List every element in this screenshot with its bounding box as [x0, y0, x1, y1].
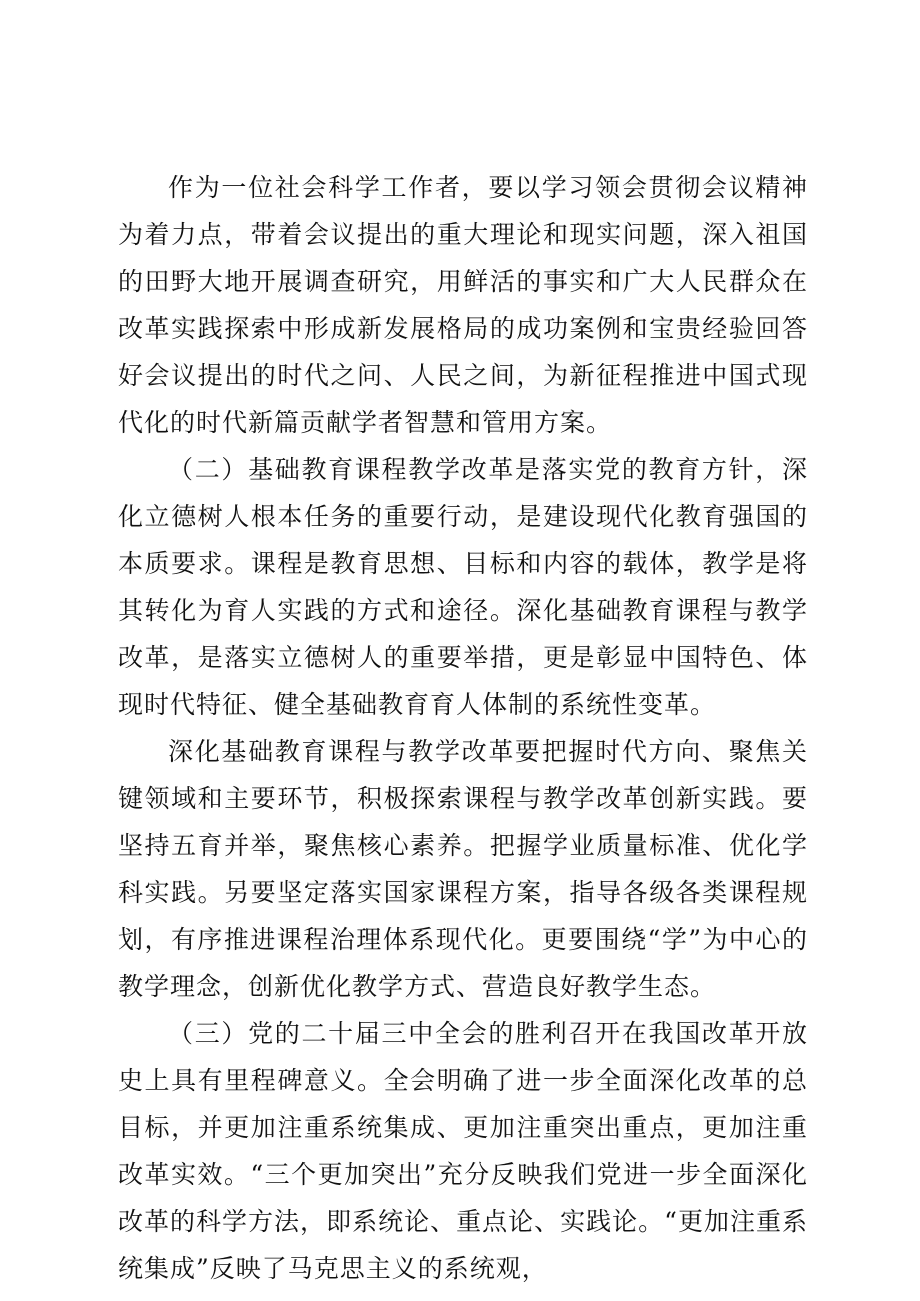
paragraph-deepen-curriculum-reform: 深化基础教育课程与教学改革要把握时代方向、聚焦关键领域和主要环节，积极探索课程与教学改革创新实践。要坚持五育并举，聚焦核心素养。把握学业质量标准、优化学科实践。另要坚定落实国家课程方案，指导各级各类课程规划，有序推进课程治理体系现代化。更要围绕“学”为中心的教学理念，创新优化教学方式、营造良好教学生态。: [118, 737, 808, 1001]
document-body: [118, 164, 808, 1292]
paragraph-basic-education-reform: （二）基础教育课程教学改革是落实党的教育方针，深化立德树人根本任务的重要行动，是建设现代化教育强国的本质要求。课程是教育思想、目标和内容的载体，教学是将其转化为育人实践的方式和途径。深化基础教育课程与教学改革，是落实立德树人的重要举措，更是彰显中国特色、体现时代特征、健全基础教育育人体制的系统性变革。: [118, 455, 808, 719]
paragraph-social-science-worker: 作为一位社会科学工作者，要以学习领会贯彻会议精神为着力点，带着会议提出的重大理论和现实问题，深入祖国的田野大地开展调查研究，用鲜活的事实和广大人民群众在改革实践探索中形成新发展格局的成功案例和宝贵经验回答好会议提出的时代之问、人民之间，为新征程推进中国式现代化的时代新篇贡献学者智慧和管用方案。: [118, 173, 808, 437]
paragraph-third-plenary-session: （三）党的二十届三中全会的胜利召开在我国改革开放史上具有里程碑意义。全会明确了进一步全面深化改革的总目标，并更加注重系统集成、更加注重突出重点，更加注重改革实效。“三个更加突出”充分反映我们党进一步全面深化改革的科学方法，即系统论、重点论、实践论。“更加注重系统集成”反映了马克思主义的系统观，: [118, 1019, 808, 1283]
